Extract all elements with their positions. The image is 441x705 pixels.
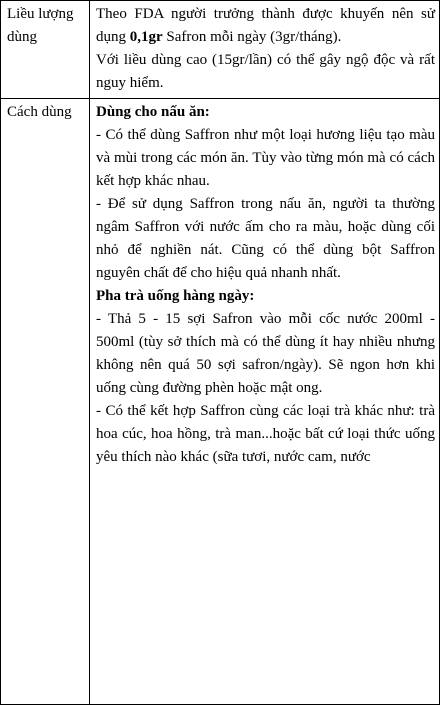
usage-label-cell <box>1 99 90 705</box>
dosage-label-cell <box>1 1 90 99</box>
cooking-paragraph-1: - Có thể dùng Saffron như một loại hương liệu tạo màu và mùi trong các món ăn. Tùy vào từng món mà có cách kết hợp khác nhau. <box>96 127 435 189</box>
table-row-usage <box>1 99 440 705</box>
tea-paragraph-2: - Có thể kết hợp Saffron cùng các loại trà khác như: trà hoa cúc, hoa hồng, trà man...hoặc bất cứ loại thức uống yêu thích nào khác (sữa tươi, nước cam, nước <box>96 403 435 465</box>
dosage-content-cell <box>90 1 440 99</box>
dosage-text-pre: Theo FDA người trưởng thành được khuyến nên sử dụng <box>96 6 435 45</box>
usage-label: Cách dùng <box>7 104 72 120</box>
dosage-paragraph-2: Với liều dùng cao (15gr/lần) có thể gây ngộ độc và rất nguy hiểm. <box>96 52 435 91</box>
cooking-heading: Dùng cho nấu ăn: <box>96 104 210 120</box>
dosage-amount: 0,1gr <box>129 29 163 45</box>
tea-paragraph-1: - Thả 5 - 15 sợi Safron vào mỗi cốc nước 200ml - 500ml (tùy sở thích mà có thể dùng ít hay nhiều nhưng không nên quá 50 sợi safron/ngày). Sẽ ngon hơn khi uống cùng đường phèn hoặc mật ong. <box>96 311 435 396</box>
dosage-label: Liều lượng dùng <box>7 6 74 45</box>
tea-heading: Pha trà uống hàng ngày: <box>96 288 255 304</box>
usage-content-cell <box>90 99 440 705</box>
cooking-paragraph-2: - Để sử dụng Saffron trong nấu ăn, người ta thường ngâm Saffron với nước ấm cho ra màu, hoặc dùng cối nhỏ để nghiền nát. Cũng có thể dùng bột Saffron nguyên chất để cho hiệu quả nhanh nhất. <box>96 196 435 281</box>
table-row-dosage <box>1 1 440 99</box>
dosage-paragraph-1 <box>96 3 435 49</box>
dosage-text-post: Safron mỗi ngày (3gr/tháng). <box>162 29 342 45</box>
